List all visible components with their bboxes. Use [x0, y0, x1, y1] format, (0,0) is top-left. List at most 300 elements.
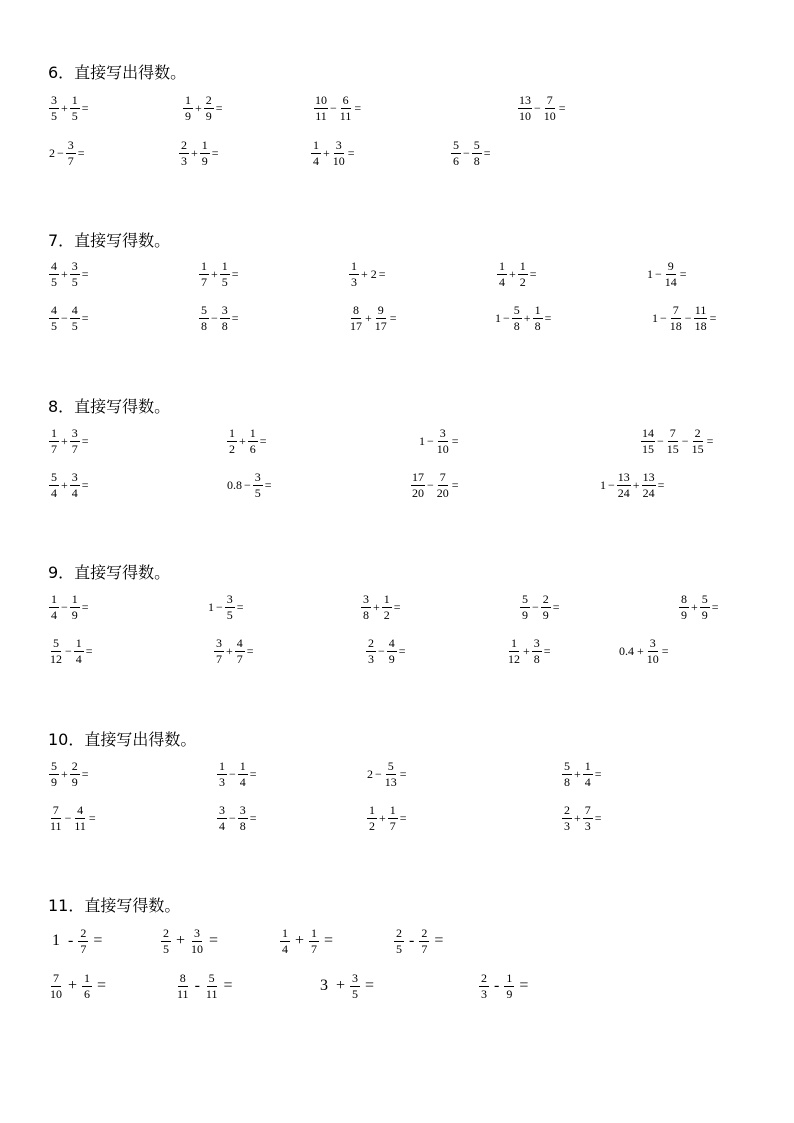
numerator: 1 — [221, 258, 228, 273]
numerator: 2 — [396, 925, 402, 940]
operator: = — [88, 810, 96, 825]
fraction — [225, 593, 235, 621]
denominator: 4 — [239, 774, 246, 789]
numerator: 7 — [669, 425, 676, 440]
denominator: 5 — [352, 986, 359, 1001]
fraction — [70, 304, 80, 332]
numerator: 3 — [254, 469, 261, 484]
operator: = — [399, 810, 407, 825]
numerator: 2 — [368, 635, 374, 650]
denominator: 8 — [221, 318, 228, 333]
fraction — [200, 139, 210, 167]
numerator: 1 — [584, 758, 591, 773]
fraction — [49, 637, 63, 665]
fraction — [70, 94, 80, 122]
operator: + 2 — [361, 266, 377, 281]
numerator: 4 — [71, 302, 78, 317]
numerator: 5 — [564, 758, 570, 773]
number: 2 — [367, 766, 373, 781]
math-expression — [48, 591, 90, 623]
numerator: 7 — [672, 302, 679, 317]
denominator: 20 — [436, 485, 449, 500]
denominator: 9 — [201, 153, 208, 168]
fraction — [641, 427, 655, 455]
operator: = — [231, 310, 239, 325]
fraction — [504, 972, 514, 1000]
fraction — [49, 760, 59, 788]
fraction — [367, 804, 377, 832]
numerator: 1 — [499, 258, 505, 273]
numerator: 10 — [315, 92, 327, 107]
operator: − — [244, 477, 251, 492]
operator: + — [61, 766, 68, 781]
numerator: 1 — [75, 635, 82, 650]
operator: = — [347, 145, 355, 160]
operator: + — [61, 266, 68, 281]
number: 2 — [49, 145, 55, 160]
numerator: 2 — [421, 925, 428, 940]
denominator: 17 — [374, 318, 387, 333]
operator: = — [209, 932, 219, 949]
denominator: 4 — [584, 774, 591, 789]
operator: + — [61, 100, 68, 115]
operator: + — [61, 433, 68, 448]
math-expression — [207, 591, 245, 623]
denominator: 5 — [71, 108, 78, 123]
operator: - — [68, 932, 74, 949]
fraction — [541, 593, 551, 621]
denominator: 9 — [542, 607, 549, 622]
fraction — [512, 304, 522, 332]
numerator: 1 — [71, 591, 78, 606]
denominator: 5 — [254, 485, 261, 500]
denominator: 8 — [534, 318, 541, 333]
math-expression — [393, 925, 447, 957]
fraction — [253, 471, 263, 499]
operator: + — [373, 599, 380, 614]
denominator: 11 — [74, 818, 86, 833]
denominator: 7 — [80, 941, 87, 956]
operator: = — [558, 100, 566, 115]
numerator: 2 — [163, 925, 169, 940]
operator: − — [657, 433, 664, 448]
numerator: 4 — [388, 635, 395, 650]
denominator: 2 — [383, 607, 390, 622]
denominator: 8 — [201, 318, 207, 333]
denominator: 24 — [617, 485, 630, 500]
fraction — [694, 304, 708, 332]
denominator: 7 — [236, 651, 243, 666]
numerator: 5 — [201, 302, 207, 317]
operator: = — [451, 433, 459, 448]
number: 1 — [647, 266, 653, 281]
math-expression — [366, 802, 408, 834]
numerator: 1 — [506, 970, 513, 985]
denominator: 7 — [71, 441, 78, 456]
denominator: 5 — [71, 318, 78, 333]
numerator: 14 — [642, 425, 654, 440]
operator: − — [655, 266, 662, 281]
denominator: 9 — [506, 986, 513, 1001]
operator: + — [691, 599, 698, 614]
fraction — [199, 304, 209, 332]
math-expression — [646, 258, 688, 290]
operator: − — [57, 145, 64, 160]
operator: = — [552, 599, 560, 614]
operator: = — [434, 932, 444, 949]
numerator: 2 — [71, 758, 78, 773]
numerator: 1 — [201, 258, 207, 273]
operator: + — [295, 932, 305, 949]
numerator: 3 — [335, 137, 342, 152]
denominator: 8 — [473, 153, 480, 168]
operator: − — [503, 310, 510, 325]
fraction — [349, 260, 359, 288]
number: 0.4 + — [619, 643, 644, 658]
numerator: 6 — [342, 92, 349, 107]
fraction — [518, 94, 532, 122]
operator: = — [215, 100, 223, 115]
denominator: 2 — [519, 274, 526, 289]
fraction — [70, 260, 80, 288]
operator: + — [509, 266, 516, 281]
denominator: 10 — [191, 941, 204, 956]
operator: = — [259, 433, 267, 448]
math-expression — [213, 635, 255, 667]
operator: - — [494, 977, 500, 994]
fraction — [220, 304, 230, 332]
operator: + — [195, 100, 202, 115]
fraction — [205, 972, 219, 1000]
denominator: 4 — [51, 607, 57, 622]
denominator: 15 — [691, 441, 704, 456]
denominator: 7 — [67, 153, 74, 168]
fraction — [311, 139, 321, 167]
number: 1 — [600, 477, 606, 492]
numerator: 5 — [513, 302, 520, 317]
numerator: 5 — [387, 758, 394, 773]
numerator: 1 — [84, 970, 91, 985]
numerator: 5 — [453, 137, 459, 152]
math-expression — [198, 302, 240, 334]
fraction — [49, 304, 59, 332]
numerator: 5 — [53, 635, 59, 650]
operator: − — [532, 599, 539, 614]
operator: = — [594, 810, 602, 825]
numerator: 5 — [522, 591, 528, 606]
numerator: 3 — [67, 137, 74, 152]
numerator: 1 — [51, 425, 57, 440]
operator: = — [81, 766, 89, 781]
denominator: 9 — [388, 651, 395, 666]
operator: = — [249, 766, 257, 781]
numerator: 1 — [519, 258, 526, 273]
numerator: 3 — [71, 258, 78, 273]
operator: + — [239, 433, 246, 448]
fraction — [617, 471, 631, 499]
fraction — [220, 260, 230, 288]
operator: + — [379, 810, 386, 825]
numerator: 7 — [53, 970, 59, 985]
math-expression — [48, 469, 90, 501]
fraction — [419, 927, 429, 955]
numerator: 4 — [77, 802, 84, 817]
operator: = — [81, 599, 89, 614]
math-expression — [348, 258, 387, 290]
math-expression — [178, 137, 220, 169]
operator: − — [216, 599, 223, 614]
operator: = — [264, 477, 272, 492]
math-expression — [48, 635, 94, 667]
math-expression — [48, 137, 86, 169]
denominator: 7 — [201, 274, 207, 289]
fraction — [339, 94, 353, 122]
denominator: 3 — [564, 818, 570, 833]
fraction — [217, 760, 227, 788]
numerator: 1 — [201, 137, 208, 152]
math-expression — [48, 970, 110, 1002]
numerator: 8 — [681, 591, 687, 606]
math-expression — [494, 302, 552, 334]
fraction — [70, 593, 80, 621]
operator: − — [211, 310, 218, 325]
math-expression — [450, 137, 492, 169]
numerator: 13 — [519, 92, 531, 107]
operator: + — [176, 932, 186, 949]
fraction — [507, 637, 521, 665]
operator: − — [229, 810, 236, 825]
denominator: 9 — [522, 607, 528, 622]
fraction — [280, 927, 290, 955]
fraction — [314, 94, 328, 122]
denominator: 5 — [221, 274, 228, 289]
denominator: 10 — [50, 986, 62, 1001]
math-expression — [360, 591, 402, 623]
fraction — [562, 760, 572, 788]
math-expression — [279, 925, 337, 957]
denominator: 5 — [51, 318, 57, 333]
numerator: 3 — [51, 92, 57, 107]
denominator: 9 — [71, 607, 78, 622]
denominator: 14 — [664, 274, 677, 289]
numerator: 8 — [353, 302, 359, 317]
fraction — [49, 94, 59, 122]
fraction — [49, 471, 59, 499]
fraction — [70, 427, 80, 455]
denominator: 10 — [519, 108, 531, 123]
fraction — [49, 427, 59, 455]
operator: + — [61, 477, 68, 492]
fraction — [411, 471, 425, 499]
denominator: 12 — [50, 651, 62, 666]
denominator: 13 — [384, 774, 397, 789]
fraction — [179, 139, 189, 167]
numerator: 17 — [412, 469, 424, 484]
fraction — [49, 972, 63, 1000]
fraction — [49, 260, 59, 288]
denominator: 9 — [205, 108, 212, 123]
fraction — [646, 637, 660, 665]
denominator: 5 — [163, 941, 169, 956]
math-expression — [506, 635, 552, 667]
fraction — [204, 94, 214, 122]
numerator: 2 — [564, 802, 570, 817]
numerator: 9 — [377, 302, 384, 317]
fraction — [691, 427, 705, 455]
denominator: 11 — [177, 986, 189, 1001]
numerator: 1 — [185, 92, 191, 107]
fraction — [583, 804, 593, 832]
fraction — [332, 139, 346, 167]
denominator: 4 — [75, 651, 82, 666]
denominator: 10 — [646, 651, 659, 666]
operator: = — [246, 643, 254, 658]
denominator: 9 — [681, 607, 687, 622]
numerator: 3 — [71, 425, 78, 440]
denominator: 9 — [701, 607, 708, 622]
denominator: 12 — [508, 651, 520, 666]
fraction — [518, 260, 528, 288]
number: 1 — [652, 310, 658, 325]
denominator: 10 — [436, 441, 449, 456]
fraction — [497, 260, 507, 288]
denominator: 7 — [51, 441, 57, 456]
fraction — [700, 593, 710, 621]
fraction — [387, 637, 397, 665]
section-heading: 6．直接写出得数。 — [48, 63, 187, 82]
denominator: 8 — [564, 774, 570, 789]
math-expression — [48, 425, 90, 457]
fraction — [669, 304, 683, 332]
numerator: 5 — [473, 137, 480, 152]
denominator: 3 — [219, 774, 225, 789]
numerator: 1 — [511, 635, 517, 650]
numerator: 8 — [179, 970, 186, 985]
fraction — [66, 139, 76, 167]
fraction — [309, 927, 319, 955]
operator: = — [706, 433, 714, 448]
math-expression — [618, 635, 670, 667]
denominator: 8 — [239, 818, 246, 833]
math-expression — [519, 591, 561, 623]
fraction — [70, 760, 80, 788]
operator: − — [534, 100, 541, 115]
math-expression — [48, 258, 90, 290]
operator: − — [65, 643, 72, 658]
numerator: 1 — [229, 425, 235, 440]
numerator: 3 — [533, 635, 540, 650]
denominator: 10 — [332, 153, 345, 168]
numerator: 2 — [205, 92, 212, 107]
numerator: 2 — [542, 591, 549, 606]
operator: − — [681, 433, 689, 448]
math-expression — [48, 925, 106, 957]
fraction — [238, 804, 248, 832]
numerator: 3 — [219, 802, 225, 817]
fraction — [436, 427, 450, 455]
denominator: 8 — [513, 318, 520, 333]
fraction — [161, 927, 171, 955]
operator: − — [378, 643, 385, 658]
denominator: 6 — [249, 441, 256, 456]
operator: + — [323, 145, 330, 160]
numerator: 4 — [51, 258, 57, 273]
numerator: 2 — [694, 425, 701, 440]
fraction — [74, 637, 84, 665]
fraction — [436, 471, 450, 499]
math-expression — [216, 758, 258, 790]
denominator: 5 — [396, 941, 402, 956]
fraction — [479, 972, 489, 1000]
operator: = — [211, 145, 219, 160]
denominator: 4 — [499, 274, 505, 289]
operator: − — [660, 310, 667, 325]
denominator: 18 — [694, 318, 707, 333]
numerator: 3 — [71, 469, 78, 484]
fraction — [238, 760, 248, 788]
fraction — [384, 760, 398, 788]
fraction — [350, 972, 360, 1000]
operator: − — [61, 599, 68, 614]
fraction — [349, 304, 363, 332]
denominator: 17 — [350, 318, 362, 333]
operator: - — [194, 977, 200, 994]
math-expression — [198, 258, 240, 290]
numerator: 1 — [534, 302, 541, 317]
math-expression — [216, 802, 258, 834]
denominator: 7 — [389, 818, 396, 833]
denominator: 7 — [421, 941, 428, 956]
numerator: 5 — [208, 970, 215, 985]
operator: − — [427, 433, 434, 448]
math-expression — [48, 92, 90, 124]
numerator: 3 — [226, 591, 233, 606]
fraction — [374, 304, 388, 332]
operator: = — [93, 932, 103, 949]
denominator: 11 — [205, 986, 218, 1001]
math-expression — [599, 469, 665, 501]
numerator: 7 — [439, 469, 446, 484]
fraction — [583, 760, 593, 788]
numerator: 4 — [51, 302, 57, 317]
math-expression — [410, 469, 460, 501]
fraction — [190, 927, 204, 955]
operator: + — [68, 977, 78, 994]
numerator: 1 — [239, 758, 246, 773]
math-expression — [651, 302, 717, 334]
operator: = — [679, 266, 687, 281]
denominator: 6 — [453, 153, 459, 168]
denominator: 20 — [412, 485, 424, 500]
operator: - — [409, 932, 415, 949]
denominator: 3 — [181, 153, 187, 168]
denominator: 3 — [351, 274, 357, 289]
operator: = — [81, 433, 89, 448]
operator: = — [97, 977, 107, 994]
math-expression — [561, 802, 603, 834]
math-expression — [160, 925, 222, 957]
operator: − — [229, 766, 236, 781]
denominator: 3 — [368, 651, 374, 666]
denominator: 2 — [229, 441, 235, 456]
fraction — [642, 471, 656, 499]
operator: − — [427, 477, 434, 492]
denominator: 6 — [84, 986, 91, 1001]
numerator: 2 — [481, 970, 487, 985]
math-expression — [365, 635, 407, 667]
fraction — [49, 593, 59, 621]
operator: + — [632, 477, 640, 492]
